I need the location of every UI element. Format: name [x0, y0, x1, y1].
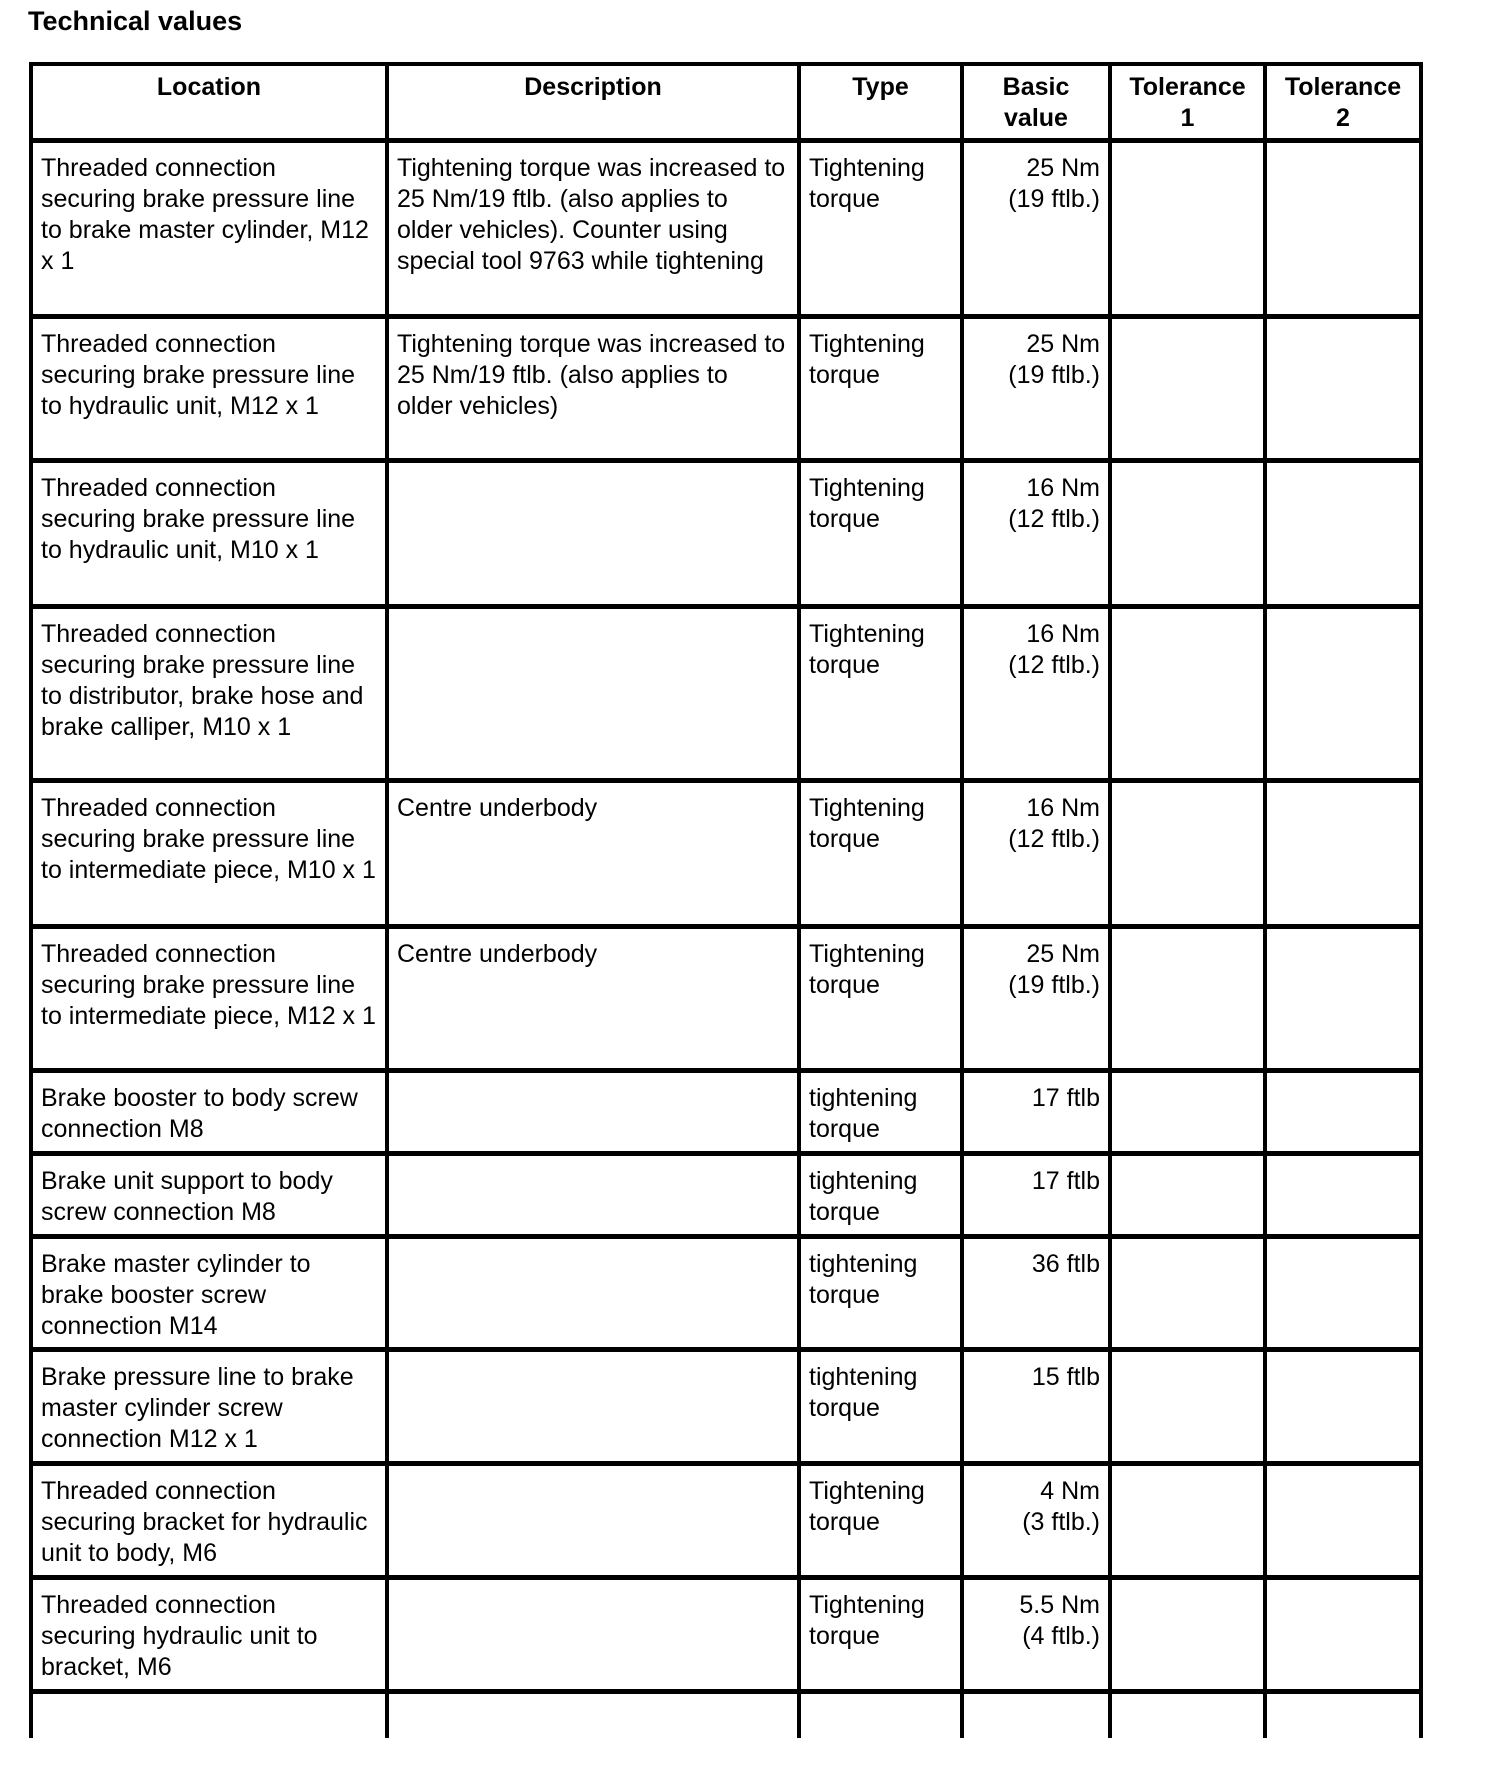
basic-value-cell: [962, 1350, 1110, 1464]
basic-value-cell: [962, 141, 1110, 317]
table-header-row: [31, 64, 1421, 141]
location-cell: Threaded connection securing bracket for hydraulic unit to body, M6: [31, 1464, 387, 1578]
table-row: [31, 1464, 1421, 1578]
tolerance-1-cell: [1110, 1578, 1265, 1692]
tolerance-1-cell: [1110, 927, 1265, 1071]
table-row: [31, 317, 1421, 461]
description-cell: [387, 607, 799, 781]
empty-cell: [1110, 1692, 1265, 1738]
basic-value: 15 ftlb: [1031, 1363, 1100, 1391]
basic-value-imperial: (12 ftlb.): [1008, 825, 1100, 853]
tolerance-1-cell: [1110, 607, 1265, 781]
tolerance-1-cell: [1110, 1464, 1265, 1578]
basic-value: 36 ftlb: [1031, 1250, 1100, 1278]
location-cell: Brake unit support to body screw connection M8: [31, 1154, 387, 1237]
basic-value-imperial: (3 ftlb.): [1022, 1508, 1100, 1536]
tolerance-1-cell: [1110, 781, 1265, 927]
header-tolerance-2: [1265, 64, 1421, 141]
location-cell: Brake master cylinder to brake booster screw connection M14: [31, 1237, 387, 1350]
empty-cell: [962, 1692, 1110, 1738]
empty-cell: [387, 1692, 799, 1738]
tolerance-2-cell: [1265, 1237, 1421, 1350]
tolerance-2-cell: [1265, 781, 1421, 927]
basic-value: 25 Nm: [1026, 940, 1100, 968]
basic-value: 17 ftlb: [1031, 1167, 1100, 1195]
description-cell: Tightening torque was increased to 25 Nm/19 ftlb. (also applies to older vehicles). Counter using special tool 9763 while tightening: [387, 141, 799, 317]
header-label: Description: [524, 73, 662, 101]
basic-value-cell: [962, 1071, 1110, 1154]
description-cell: [387, 1071, 799, 1154]
type-cell: Tightening torque: [799, 1464, 962, 1578]
table-row: [31, 607, 1421, 781]
basic-value-cell: [962, 607, 1110, 781]
technical-values-table: [29, 62, 1423, 1738]
basic-value-imperial: (19 ftlb.): [1008, 361, 1100, 389]
tolerance-1-cell: [1110, 1071, 1265, 1154]
header-label: Location: [156, 73, 262, 101]
basic-value-cell: [962, 927, 1110, 1071]
header-label: Tolerance: [1129, 73, 1246, 101]
basic-value: 5.5 Nm: [1019, 1591, 1100, 1619]
empty-cell: [799, 1692, 962, 1738]
location-cell: Threaded connection securing brake pressure line to intermediate piece, M10 x 1: [31, 781, 387, 927]
table-row: [31, 1154, 1421, 1237]
tolerance-1-cell: [1110, 141, 1265, 317]
basic-value-imperial: (19 ftlb.): [1008, 185, 1100, 213]
basic-value: 4 Nm: [1040, 1477, 1100, 1505]
type-cell: Tightening torque: [799, 317, 962, 461]
basic-value-cell: [962, 317, 1110, 461]
tolerance-2-cell: [1265, 927, 1421, 1071]
table-row: [31, 927, 1421, 1071]
header-tolerance-1: [1110, 64, 1265, 141]
basic-value-cell: [962, 1464, 1110, 1578]
location-cell: Threaded connection securing brake pressure line to brake master cylinder, M12 x 1: [31, 141, 387, 317]
basic-value: 17 ftlb: [1031, 1084, 1100, 1112]
location-cell: Threaded connection securing brake pressure line to distributor, brake hose and brake calliper, M10 x 1: [31, 607, 387, 781]
basic-value-cell: [962, 461, 1110, 607]
empty-cell: [1265, 1692, 1421, 1738]
tolerance-1-cell: [1110, 1350, 1265, 1464]
table-row: [31, 1071, 1421, 1154]
description-cell: [387, 1237, 799, 1350]
basic-value-imperial: (19 ftlb.): [1008, 971, 1100, 999]
tolerance-2-cell: [1265, 1578, 1421, 1692]
empty-cell: [31, 1692, 387, 1738]
header-label: 2: [1336, 104, 1350, 132]
description-cell: [387, 461, 799, 607]
table-row: [31, 461, 1421, 607]
description-cell: Tightening torque was increased to 25 Nm/19 ftlb. (also applies to older vehicles): [387, 317, 799, 461]
tolerance-1-cell: [1110, 461, 1265, 607]
tolerance-1-cell: [1110, 1154, 1265, 1237]
table-row: [31, 1350, 1421, 1464]
basic-value-cell: [962, 1154, 1110, 1237]
tolerance-2-cell: [1265, 1464, 1421, 1578]
location-cell: Threaded connection securing hydraulic unit to bracket, M6: [31, 1578, 387, 1692]
header-label: 1: [1180, 104, 1195, 132]
tolerance-1-cell: [1110, 1237, 1265, 1350]
type-cell: Tightening torque: [799, 1578, 962, 1692]
location-cell: Brake booster to body screw connection M8: [31, 1071, 387, 1154]
tolerance-2-cell: [1265, 607, 1421, 781]
header-location: [31, 64, 387, 141]
type-cell: tightening torque: [799, 1237, 962, 1350]
description-cell: [387, 1154, 799, 1237]
type-cell: Tightening torque: [799, 461, 962, 607]
header-type: [799, 64, 962, 141]
description-cell: [387, 1350, 799, 1464]
location-cell: Brake pressure line to brake master cylinder screw connection M12 x 1: [31, 1350, 387, 1464]
location-cell: Threaded connection securing brake pressure line to hydraulic unit, M12 x 1: [31, 317, 387, 461]
table-row: [31, 781, 1421, 927]
basic-value: 16 Nm: [1026, 620, 1100, 648]
tolerance-2-cell: [1265, 317, 1421, 461]
header-label: Basic: [1002, 73, 1070, 101]
type-cell: Tightening torque: [799, 927, 962, 1071]
header-label: Tolerance: [1284, 73, 1402, 101]
type-cell: Tightening torque: [799, 781, 962, 927]
tolerance-2-cell: [1265, 1154, 1421, 1237]
tolerance-2-cell: [1265, 141, 1421, 317]
basic-value-cell: [962, 1578, 1110, 1692]
basic-value-cell: [962, 781, 1110, 927]
header-label: value: [1004, 104, 1068, 132]
description-cell: Centre underbody: [387, 781, 799, 927]
type-cell: tightening torque: [799, 1350, 962, 1464]
basic-value-imperial: (12 ftlb.): [1008, 505, 1100, 533]
page-title: Technical values: [28, 6, 243, 36]
table-row: [31, 141, 1421, 317]
tolerance-2-cell: [1265, 1071, 1421, 1154]
basic-value-cell: [962, 1237, 1110, 1350]
basic-value: 25 Nm: [1026, 154, 1100, 182]
basic-value: 16 Nm: [1026, 794, 1100, 822]
table-row: [31, 1578, 1421, 1692]
type-cell: tightening torque: [799, 1071, 962, 1154]
type-cell: Tightening torque: [799, 141, 962, 317]
description-cell: Centre underbody: [387, 927, 799, 1071]
header-basic-value: [962, 64, 1110, 141]
location-cell: Threaded connection securing brake pressure line to hydraulic unit, M10 x 1: [31, 461, 387, 607]
tolerance-1-cell: [1110, 317, 1265, 461]
basic-value: 25 Nm: [1026, 330, 1100, 358]
location-cell: Threaded connection securing brake pressure line to intermediate piece, M12 x 1: [31, 927, 387, 1071]
header-label: Type: [852, 73, 909, 101]
basic-value: 16 Nm: [1026, 474, 1100, 502]
tolerance-2-cell: [1265, 461, 1421, 607]
basic-value-imperial: (4 ftlb.): [1022, 1622, 1100, 1650]
tolerance-2-cell: [1265, 1350, 1421, 1464]
table-row-empty: [31, 1692, 1421, 1738]
table-row: [31, 1237, 1421, 1350]
description-cell: [387, 1578, 799, 1692]
description-cell: [387, 1464, 799, 1578]
header-description: [387, 64, 799, 141]
type-cell: tightening torque: [799, 1154, 962, 1237]
basic-value-imperial: (12 ftlb.): [1008, 651, 1100, 679]
type-cell: Tightening torque: [799, 607, 962, 781]
